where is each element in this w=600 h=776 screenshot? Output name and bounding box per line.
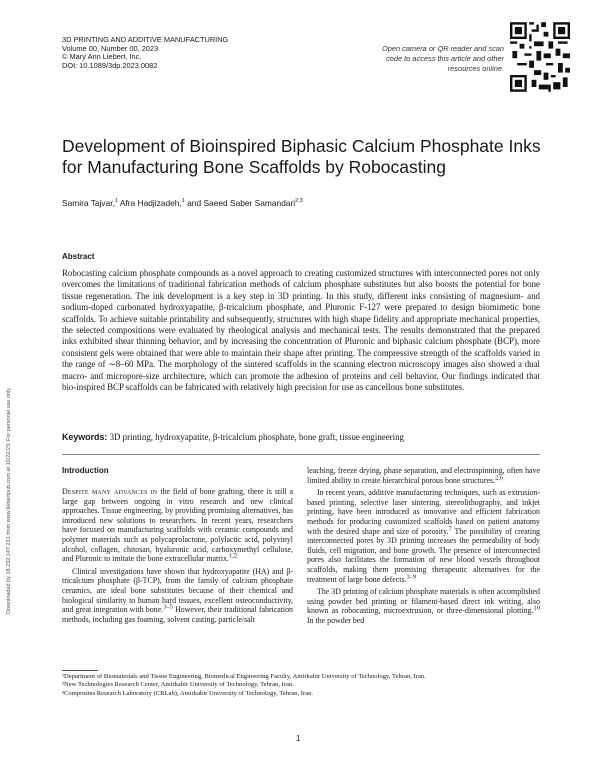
author-name: Samira Tajvar, [62,198,115,208]
citation[interactable]: 1,2 [228,552,238,560]
keywords-text: 3D printing, hydroxyapatite, β-tricalcium phosphate, bone graft, tissue engineering [107,432,404,442]
citation[interactable]: 10 [533,604,540,612]
left-column [62,466,293,627]
paragraph-text: the field of bone grafting, there is still a large gap between ongoing in vitro research and new clinical approaches. Tissue engineering, by providing promising alternatives, has introduced new solutions to researchers. In recent years, researchers have focused on manufacturing scaffolds with ceramic compounds and polymer materials such as polycaprolactone, polylactic acid, polyvinyl alcohol, collagen, chitosan, hyaluronic acid, carboxymethyl cellulose, and Pluronic to imitate the bone extracellular matrix. [62,487,293,564]
page-number: 1 [296,734,301,743]
abstract-body: Robocasting calcium phosphate compounds as a novel approach to creating customized structures with interconnected pores not only overcomes the limitations of traditional fabrication methods of calcium phosphate substitutes but also boosts the potential for bone tissue regeneration. The ink development is a key step in 3D printing. In this study, different inks consisting of magnesium- and sodium-doped carbonated hydroxyapatite, β-tricalcium phosphate, and Pluronic F-127 were prepared to design biomimetic bone scaffolds. To achieve suitable printability and subsequently, structures with high shape fidelity and appropriate mechanical properties, the selected compositions were evaluated by rheological analysis and mechanical tests. The results demonstrated that the prepared inks exhibited shear thinning behavior, and by increasing the concentration of Pluronic and biphasic calcium phosphate (BCP), more consistent gels were obtained that were able to maintain their shape after printing. The compressive strength of the scaffolds varied in the range of ∼8–60 MPa. The morphology of the sintered scaffolds in the scanning electron microscopy images also showed a dual macro- and micropore-size architecture, which can promote the adhesion of proteins and cell behavior. Our findings indicated that bio-inspired BCP scaffolds can be fabricated with relatively high precision for use as cancellous bone substitutes. [62,268,540,393]
footnote: ¹Department of Biomaterials and Tissue Engineering, Biomedical Engineering Faculty, Amirkabir University of Technology, Tehran, Iran. [62,673,426,680]
author-affiliation: 2,3 [295,198,303,205]
journal-volume: Volume 00, Number 00, 2023 [62,43,159,53]
citation[interactable]: 3–9 [406,572,417,580]
paragraph-text: In recent years, additive manufacturing techniques, such as extrusion-based printing, selective laser sintering, stereolithography, and inkjet printing, have been introduced as innovative and efficient fabrication methods for producing customized scaffolds based on patient anatomy with the desired shape and size of porosity. [307,488,540,536]
download-notice: Downloaded by 18.232.147.231 from www.liebertpub.com at 10/22/23. For personal use only. [6,386,12,614]
author-list [62,198,303,208]
qr-note: Open camera or QR reader and scan code to access this article and other resources online. [381,44,504,73]
qr-code-icon[interactable] [510,22,570,92]
keywords-label: Keywords: [62,432,108,442]
paragraph-text: In the powder bed [307,615,365,625]
paragraph-text: leaching, freeze drying, phase separation, and electrospinning, often have limited ability to create hierarchical porous bone structures. [307,466,540,485]
paragraph [307,488,540,584]
section-heading-introduction: Introduction [62,466,109,475]
paragraph [62,487,293,564]
journal-name: 3D PRINTING AND ADDITIVE MANUFACTURING [62,35,229,44]
section-divider [62,454,540,455]
author-affiliation: 1 [114,198,118,205]
doi[interactable]: DOI: 10.1089/3dp.2023.0082 [62,60,158,70]
paragraph-text: Clinical investigations have shown that hydroxyapatite (HA) and β-tricalcium phosphate (β-TCP), from the family of calcium phosphate ceramics, are ideal bone substitutes because of their chemical and biological similarity to human hard tissues, excellent osteoconductivity, and great integration with bone. [62,566,293,615]
article-title: Development of Bioinspired Biphasic Calcium Phosphate Inks for Manufacturing Bone Scaffolds by Robocasting [62,136,541,177]
footnote: ³Composites Research Laboratory (CRLab), Amirkabir University of Technology, Tehran, Iran. [62,689,314,697]
keywords [62,432,540,443]
footnote-divider [62,670,98,671]
paragraph-text: The possibility of creating interconnected pores by 3D printing increases the permeability of body fluids, cell migration, and bone growth. The presence of interconnected pores also facilitates the formation of new blood vessels throughout scaffolds, making them promising therapeutic alternatives for the treatment of large bone defects. [307,526,540,584]
author-name: Afra Hadjizadeh, [117,198,182,208]
paragraph [307,466,540,485]
journal-header [62,36,228,70]
right-column [307,466,540,629]
author-affiliation: 1 [181,198,185,205]
paragraph-text: The 3D printing of calcium phosphate materials is often accomplished using powder bed printing or filament-based direct ink writing, also known as robocasting, microextrusion, or three-dimensional plotting. [307,587,540,616]
citation[interactable]: 2,6 [495,473,504,481]
author-name: and Saeed Saber Samandari [184,198,296,208]
paragraph [307,587,540,625]
footnote: ²New Technologies Research Center, Amirkabir University of Technology, Tehran, Iran. [62,681,294,689]
paragraph-text: However, their traditional fabrication methods, including gas foaming, solvent casting, particle/salt [62,605,294,624]
citation[interactable]: 7 [448,524,452,532]
lead-in: Despite many advances in [62,487,158,496]
copyright: © Mary Ann Liebert, Inc. [62,52,142,62]
abstract-heading: Abstract [62,252,95,261]
footnotes [62,673,540,698]
paragraph [62,567,293,625]
citation[interactable]: 3–5 [163,603,173,611]
